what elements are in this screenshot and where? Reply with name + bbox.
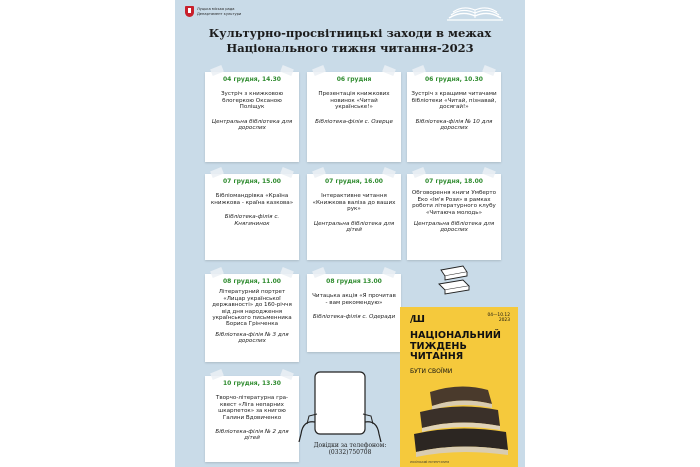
city-logo <box>185 6 241 17</box>
event-description: Бібліомандрівка «Країна книжкова - країна казкова» <box>210 193 294 206</box>
org-line1: Луцька міська рада <box>197 7 235 12</box>
event-date: 07 грудня, 18.00 <box>425 178 483 185</box>
promo-dates <box>487 313 510 323</box>
book-stack-icon <box>437 262 473 298</box>
books-pile-icon <box>400 382 518 462</box>
title-line2: Національного тижня читання-2023 <box>226 41 474 55</box>
coat-of-arms-icon <box>185 6 194 17</box>
event-date: 04 грудня, 14.30 <box>223 76 281 83</box>
event-card <box>407 72 501 162</box>
event-card <box>205 174 299 260</box>
open-book-icon <box>445 4 505 22</box>
promo-title <box>410 331 501 363</box>
contact-label: Довідки за телефоном: <box>313 442 387 449</box>
promo-title-line1: НАЦІОНАЛЬНИЙ <box>410 330 501 341</box>
event-date: 06 грудня <box>336 76 372 83</box>
event-description: Творчо-літературна гра-квест «Ліга непарних шкарпеток» за книгою Галини Вдовиченко <box>215 395 289 421</box>
event-location: Бібліотека-філія с. Одеради <box>312 314 396 321</box>
tablet-hands-icon <box>295 370 385 442</box>
event-description: Обговорення книги Умберто Еко «Ім'я Рози» в рамках роботи літературного клубу «Читаюча молодь» <box>411 190 497 216</box>
event-date: 08 грудня, 11.00 <box>223 278 281 285</box>
promo-motto: БУТИ СВОЇМИ <box>410 368 453 375</box>
event-location: Бібліотека-філія № 10 для дорослих <box>415 118 493 132</box>
event-date: 08 грудня 13.00 <box>326 278 382 285</box>
event-date: 10 грудня, 13.30 <box>223 380 281 387</box>
event-date: 06 грудня, 10.30 <box>425 76 483 83</box>
promo-footer: УКРАЇНСЬКИЙ ІНСТИТУТ КНИГИ <box>410 461 450 464</box>
promo-title-line3: ЧИТАННЯ <box>410 351 464 362</box>
contact-phone: (0332)750708 <box>328 449 372 457</box>
title-line1: Культурно-просвітницькі заходи в межах <box>208 26 492 40</box>
event-location: Бібліотека-філія с. Озерце <box>315 118 393 125</box>
event-description: Презентація книжкових новинок «Читай українське!» <box>318 91 390 111</box>
event-description: Інтерактивне читання «Книжкова валіза до ваших рук» <box>312 193 396 213</box>
page-title <box>175 26 525 56</box>
reading-week-promo <box>400 307 518 467</box>
event-location: Центральна бібліотека для дітей <box>313 220 395 234</box>
event-location: Центральна бібліотека для дорослих <box>413 221 495 234</box>
event-date: 07 грудня, 16.00 <box>325 178 383 185</box>
event-card <box>307 174 401 260</box>
logo-text <box>197 7 241 16</box>
org-line2: Департамент культури <box>197 11 242 16</box>
event-description: Зустріч з книжковою блогеркою Оксаною Поліщук <box>220 91 284 111</box>
event-card <box>407 174 501 260</box>
event-description: Зустріч з кращими читачами бібліотеки «Читай, пізнавай, досягай!» <box>411 91 497 111</box>
event-date: 07 грудня, 15.00 <box>223 178 281 185</box>
event-card <box>307 72 401 162</box>
event-description: Читацька акція «Я прочитав - вам рекомендую» <box>312 293 396 306</box>
event-card <box>307 274 401 352</box>
event-location: Бібліотека-філія № 2 для дітей <box>215 429 289 442</box>
promo-date-range: 04—10.12 <box>487 313 510 318</box>
promo-title-line2: ТИЖДЕНЬ <box>410 340 467 352</box>
promo-mark: /Ш <box>410 314 425 325</box>
promo-year: 2023 <box>498 318 510 323</box>
event-location: Бібліотека-філія № 3 для дорослих <box>215 331 289 345</box>
event-location: Бібліотека-філія с. Княгининок <box>224 214 280 227</box>
event-card <box>205 72 299 162</box>
event-description: Літературний портрет «Лицар української державності» до 160-річчя від дня народження українського письменника Бориса Грінченка <box>212 289 292 328</box>
poster <box>175 0 525 467</box>
event-card <box>205 274 299 362</box>
event-location: Центральна бібліотека для дорослих <box>211 118 293 132</box>
contact-info <box>285 442 415 456</box>
